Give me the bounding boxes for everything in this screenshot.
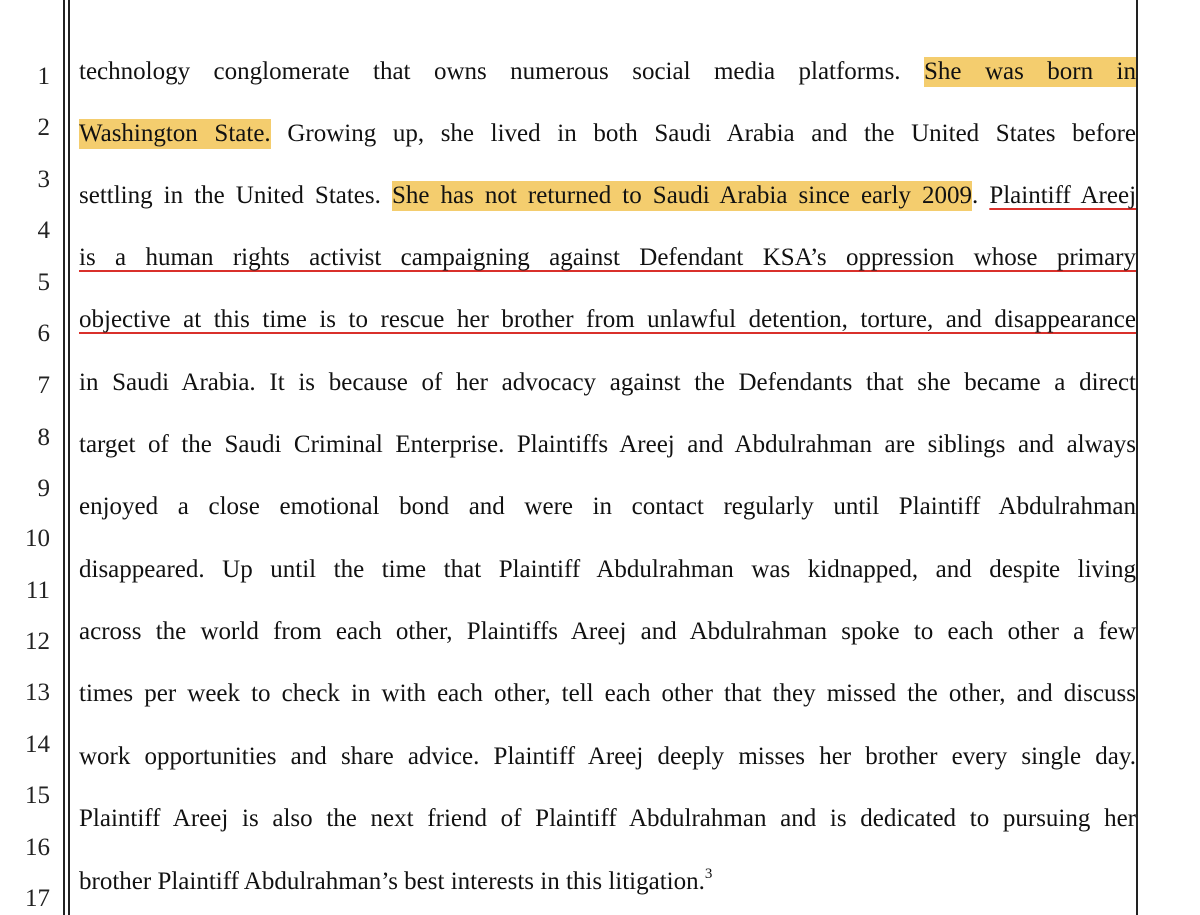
text-line	[79, 303, 1136, 337]
text-line	[79, 428, 1136, 462]
line-number: 1	[37, 63, 50, 90]
line-number: 8	[37, 424, 50, 451]
line-number: 7	[37, 372, 50, 399]
line-number: 16	[25, 834, 50, 861]
text-line	[79, 865, 1136, 899]
line-number: 12	[25, 628, 50, 655]
text-line	[79, 55, 1136, 89]
text-line	[79, 179, 1136, 213]
text-line	[79, 366, 1136, 400]
line-number: 3	[37, 166, 50, 193]
line-number: 4	[37, 217, 50, 244]
text-segment: technology conglomerate that owns numerous social media platforms.	[79, 58, 925, 85]
text-line	[79, 117, 1136, 151]
left-margin-rule-outer	[63, 0, 65, 915]
text-line	[79, 802, 1136, 836]
text-segment: enjoyed a close emotional bond and were in contact regularly until Plaintiff Abdulrahman	[79, 493, 1136, 520]
text-segment: across the world from each other, Plaintiffs Areej and Abdulrahman spoke to each other a few	[79, 618, 1136, 645]
text-segment: Growing up, she lived in both Saudi Arabia and the United States before	[270, 120, 1136, 147]
highlighted-text: She has not returned to Saudi Arabia since early 2009	[391, 182, 972, 209]
line-number: 10	[25, 525, 50, 552]
text-segment: disappeared. Up until the time that Plaintiff Abdulrahman was kidnapped, and despite living	[79, 556, 1136, 583]
text-segment: brother Plaintiff Abdulrahman’s best interests in this litigation.	[79, 868, 705, 895]
text-line	[79, 615, 1136, 649]
underlined-text: is a human rights activist campaigning against Defendant KSA’s oppression whose primary	[79, 244, 1136, 271]
text-segment: in Saudi Arabia. It is because of her advocacy against the Defendants that she became a direct	[79, 369, 1136, 396]
text-line	[79, 677, 1136, 711]
text-segment: .	[972, 182, 990, 209]
highlighted-text: She was born in	[924, 58, 1136, 85]
text-segment: work opportunities and share advice. Plaintiff Areej deeply misses her brother every single day.	[79, 743, 1136, 770]
text-segment: target of the Saudi Criminal Enterprise. Plaintiffs Areej and Abdulrahman are siblings and always	[79, 431, 1136, 458]
text-segment: Plaintiff Areej is also the next friend of Plaintiff Abdulrahman and is dedicated to pursuing her	[79, 805, 1136, 832]
line-number: 17	[25, 885, 50, 912]
highlighted-text: Washington State.	[79, 120, 271, 147]
underlined-text: Plaintiff Areej	[989, 182, 1137, 209]
text-segment: settling in the United States.	[79, 182, 392, 209]
text-segment: times per week to check in with each other, tell each other that they missed the other, and discuss	[79, 680, 1136, 707]
line-number: 6	[37, 320, 50, 347]
text-line	[79, 490, 1136, 524]
line-number: 5	[37, 269, 50, 296]
left-margin-rule-inner	[68, 0, 70, 915]
right-margin-rule	[1136, 0, 1138, 915]
underlined-text: objective at this time is to rescue her brother from unlawful detention, torture, and disappearance	[79, 306, 1136, 333]
line-number: 14	[25, 731, 50, 758]
line-number: 2	[37, 114, 50, 141]
text-line	[79, 553, 1136, 587]
text-line	[79, 241, 1136, 275]
footnote-marker: 3	[704, 866, 713, 882]
line-number: 11	[25, 577, 50, 604]
line-number: 9	[37, 475, 50, 502]
text-line	[79, 740, 1136, 774]
line-number: 15	[25, 782, 50, 809]
line-number: 13	[25, 679, 50, 706]
